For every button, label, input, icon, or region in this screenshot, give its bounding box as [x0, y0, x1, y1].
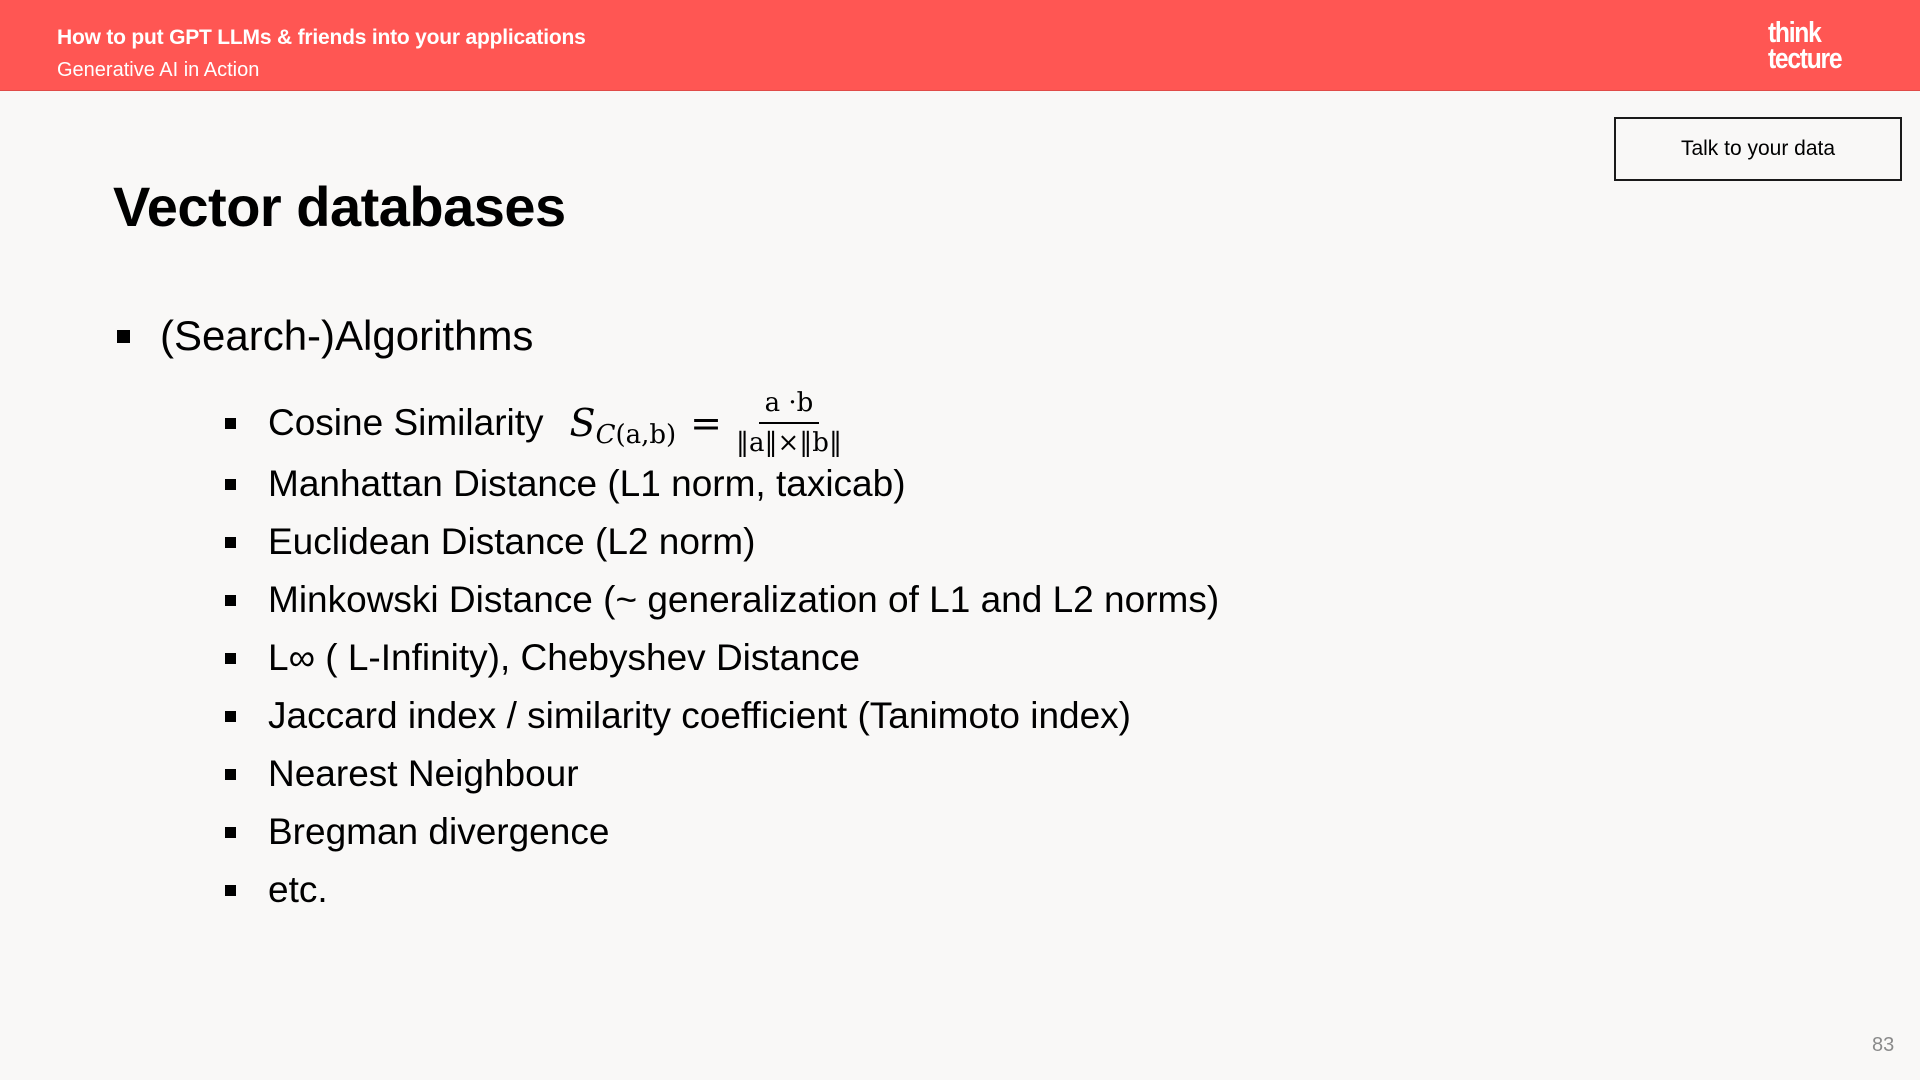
formula-symbol: S: [569, 401, 596, 445]
cosine-similarity-formula: [570, 388, 846, 458]
logo-line-think: think: [1768, 17, 1821, 49]
list-item-bregman-divergence: [225, 811, 609, 853]
talk-to-your-data-tag[interactable]: Talk to your data: [1614, 117, 1902, 181]
list-item-nearest-neighbour: [225, 753, 579, 795]
square-bullet-icon: [225, 885, 236, 896]
list-item-label: Manhattan Distance (L1 norm, taxicab): [268, 463, 906, 504]
list-item-label: L∞ ( L-Infinity), Chebyshev Distance: [268, 637, 860, 678]
list-item-etc: [225, 869, 328, 911]
list-item-label: etc.: [268, 869, 328, 910]
formula-fraction: [732, 388, 846, 458]
list-item-cosine-similarity: [225, 388, 846, 458]
list-item-label: Nearest Neighbour: [268, 753, 579, 794]
square-bullet-icon: [117, 330, 130, 343]
bullet-search-algorithms: [117, 312, 533, 360]
formula-numerator: a ·b: [759, 388, 820, 424]
square-bullet-icon: [225, 827, 236, 838]
page-number: 83: [1872, 1034, 1895, 1056]
list-item-label: Jaccard index / similarity coefficient (Tanimoto index): [268, 695, 1131, 736]
formula-subscript-var: C: [595, 420, 616, 450]
formula-subscript: [596, 420, 677, 450]
formula-denominator: ‖a‖×‖b‖: [736, 428, 842, 458]
slide-title: Vector databases: [113, 175, 566, 238]
logo-line-tecture: tecture: [1768, 43, 1842, 75]
header-bar: [0, 0, 1920, 91]
formula-subscript-args: (a,b): [615, 420, 677, 450]
square-bullet-icon: [225, 769, 236, 780]
list-item-minkowski-distance: [225, 579, 1219, 621]
thinktecture-logo: [1768, 17, 1853, 75]
list-item-chebyshev-distance: [225, 637, 860, 679]
list-item-euclidean-distance: [225, 521, 755, 563]
list-item-label: Cosine Similarity: [268, 402, 544, 443]
square-bullet-icon: [225, 418, 236, 429]
square-bullet-icon: [225, 537, 236, 548]
list-item-manhattan-distance: [225, 463, 906, 505]
presentation-subtitle: Generative AI in Action: [57, 59, 260, 81]
list-item-jaccard-index: [225, 695, 1131, 737]
square-bullet-icon: [225, 479, 236, 490]
square-bullet-icon: [225, 711, 236, 722]
presentation-title: How to put GPT LLMs & friends into your applications: [57, 26, 586, 49]
square-bullet-icon: [225, 595, 236, 606]
level1-label: (Search-)Algorithms: [160, 312, 534, 359]
list-item-label: Bregman divergence: [268, 811, 610, 852]
list-item-label: Euclidean Distance (L2 norm): [268, 521, 756, 562]
formula-equals: =: [690, 401, 723, 445]
list-item-label: Minkowski Distance (~ generalization of L1 and L2 norms): [268, 579, 1220, 620]
square-bullet-icon: [225, 653, 236, 664]
